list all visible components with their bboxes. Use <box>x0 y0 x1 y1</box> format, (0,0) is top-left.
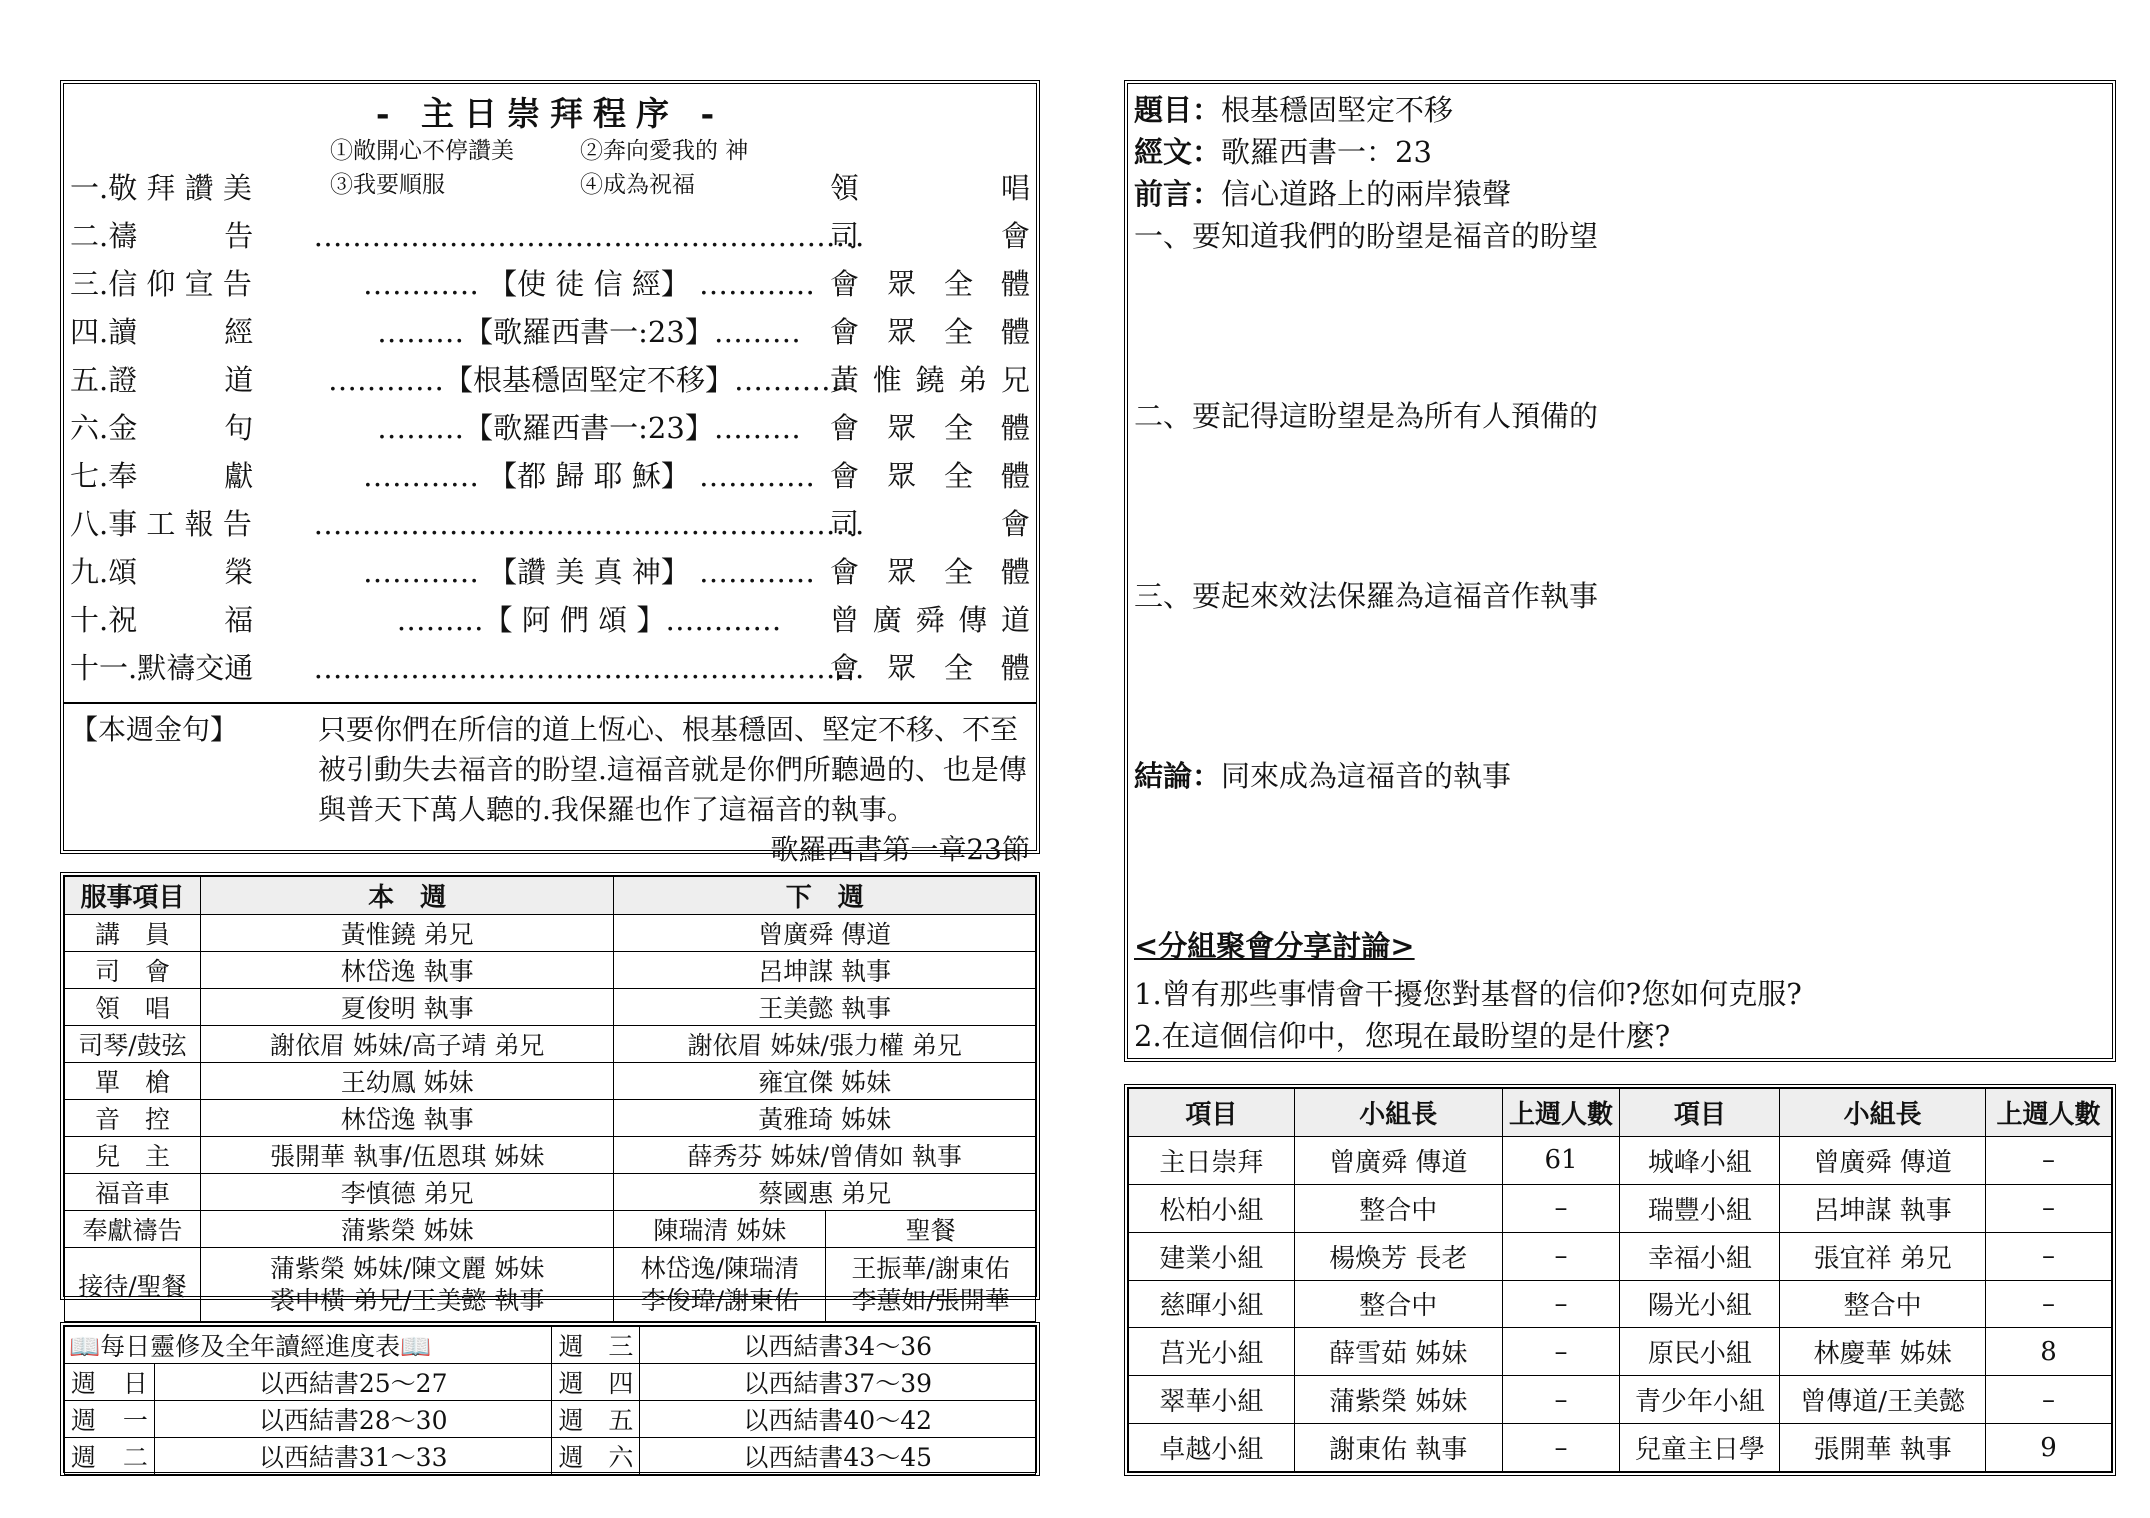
group-name: 幸福小組 <box>1620 1232 1780 1280</box>
program-row <box>70 164 1030 212</box>
roster-table <box>64 876 1036 1322</box>
program-detail: ………………………………………………… <box>313 651 865 685</box>
reading-plan <box>60 1322 1040 1476</box>
groups-header: 小組長 <box>1780 1089 1986 1137</box>
group-name: 青少年小組 <box>1620 1376 1780 1424</box>
verse-text: 只要你們在所信的道上恆心、根基穩固、堅定不移、不至被引動失去福音的盼望.這福音就是你們所聽過的、也是傳與普天下萬人聽的.我保羅也作了這福音的執事。 <box>318 713 1027 826</box>
roster-this-week: 蒲紫榮 姊妹 <box>200 1211 614 1248</box>
program-detail: ………… 【使 徒 信 經】 ………… <box>362 267 816 301</box>
group-count: – <box>1502 1232 1620 1280</box>
groups-header: 小組長 <box>1294 1089 1502 1137</box>
group-leader: 張開華 執事 <box>1780 1424 1986 1472</box>
program-title: - 主日崇拜程序 - <box>375 94 725 133</box>
roster-line: 李蕙如/張開華 <box>851 1285 1010 1315</box>
program-detail: ………【 阿 們 頌 】………… <box>396 603 782 637</box>
reading-table <box>64 1326 1036 1475</box>
program-row <box>70 500 1030 548</box>
table-row <box>65 1327 1036 1364</box>
roster-header: 本 週 <box>200 877 614 915</box>
roster-header: 下 週 <box>614 877 1036 915</box>
roster-next-week: 雍宜傑 姊妹 <box>614 1063 1036 1100</box>
group-leader: 整合中 <box>1294 1280 1502 1328</box>
roster-line: 李俊瑋/謝東佑 <box>640 1285 800 1315</box>
discussion-question: 2.在這個信仰中，您現在最盼望的是什麼? <box>1134 1019 1671 1053</box>
sermon-point: 一、要知道我們的盼望是福音的盼望 <box>1134 219 1599 253</box>
roster-role: 音 控 <box>65 1100 201 1137</box>
program-person: 司會 <box>830 219 1030 253</box>
topic-line <box>1134 90 1453 130</box>
program-item: 六.金 句 <box>70 411 254 445</box>
roster-role: 講 員 <box>65 915 201 952</box>
program-detail: ………【歌羅西書一:23】……… <box>377 315 801 349</box>
program-person: 會眾全體 <box>830 459 1030 493</box>
roster-next-week <box>826 1248 1036 1322</box>
roster-this-week: 謝依眉 姊妹/高子靖 弟兄 <box>200 1026 614 1063</box>
sermon-point: 二、要記得這盼望是為所有人預備的 <box>1134 399 1599 433</box>
roster-this-week: 李慎德 弟兄 <box>200 1174 614 1211</box>
conclusion-line <box>1134 756 1511 796</box>
worship-program <box>60 80 1040 866</box>
table-row <box>65 1364 1036 1401</box>
program-detail: ………… 【讚 美 真 神】 ………… <box>362 555 816 589</box>
table-row <box>1129 1280 2112 1328</box>
program-row <box>70 212 1030 260</box>
table-row <box>1129 1136 2112 1184</box>
groups-table <box>1128 1088 2112 1472</box>
program-detail: ………………………………………………… <box>313 507 865 541</box>
table-row <box>65 1248 1036 1322</box>
hymn-3: ③我要順服 <box>330 172 445 198</box>
roster-header: 服事項目 <box>65 877 201 915</box>
group-leader: 張宜祥 弟兄 <box>1780 1232 1986 1280</box>
roster-this-week: 夏俊明 執事 <box>200 989 614 1026</box>
reading-day: 週日 <box>65 1364 155 1401</box>
sermon-point: 三、要起來效法保羅為這福音作執事 <box>1134 579 1599 613</box>
group-leader: 謝東佑 執事 <box>1294 1424 1502 1472</box>
roster-this-week <box>200 1248 614 1322</box>
duty-roster <box>60 872 1040 1315</box>
program-row <box>70 308 1030 356</box>
roster-this-week: 林岱逸 執事 <box>200 1100 614 1137</box>
sermon-outline <box>1124 80 2116 1062</box>
conclusion-label: 結論： <box>1134 759 1222 793</box>
program-person: 司會 <box>830 507 1030 541</box>
reading-day: 週五 <box>552 1401 640 1438</box>
program-person: 會眾全體 <box>830 651 1030 685</box>
group-name: 松柏小組 <box>1129 1184 1295 1232</box>
program-person: 黃惟鐃弟兄 <box>830 363 1030 397</box>
group-leader: 整合中 <box>1780 1280 1986 1328</box>
group-name: 慈暉小組 <box>1129 1280 1295 1328</box>
reading-passage: 以西結書43～45 <box>640 1438 1036 1475</box>
reading-passage: 以西結書37～39 <box>640 1364 1036 1401</box>
roster-this-week: 王幼鳳 姊妹 <box>200 1063 614 1100</box>
reading-title: 📖每日靈修及全年讀經進度表📖 <box>65 1327 552 1364</box>
program-item: 七.奉 獻 <box>70 459 254 493</box>
group-count: – <box>1986 1280 2112 1328</box>
roster-next-week: 王美懿 執事 <box>614 989 1036 1026</box>
group-name: 翠華小組 <box>1129 1376 1295 1424</box>
program-item: 十一.默禱交通 <box>70 651 254 685</box>
program-item: 十.祝 福 <box>70 603 254 637</box>
program-detail: ………【歌羅西書一:23】……… <box>377 411 801 445</box>
program-item: 三.信 仰 宣 告 <box>70 267 252 301</box>
group-name: 瑞豐小組 <box>1620 1184 1780 1232</box>
roster-next-week-communion: 聖餐 <box>826 1211 1036 1248</box>
intro-line <box>1134 174 1511 214</box>
group-count: 9 <box>1986 1424 2112 1472</box>
conclusion: 同來成為這福音的執事 <box>1221 759 1512 793</box>
group-leader: 整合中 <box>1294 1184 1502 1232</box>
topic-label: 題目： <box>1134 93 1222 127</box>
roster-header-row <box>65 877 1036 915</box>
group-count: – <box>1502 1184 1620 1232</box>
table-row <box>65 989 1036 1026</box>
intro-label: 前言： <box>1134 177 1222 211</box>
roster-next-week <box>614 1248 826 1322</box>
groups-header: 項目 <box>1620 1089 1780 1137</box>
program-item: 九.頌 榮 <box>70 555 254 589</box>
roster-next-week: 蔡國惠 弟兄 <box>614 1174 1036 1211</box>
group-count: – <box>1986 1136 2112 1184</box>
group-name: 主日崇拜 <box>1129 1136 1295 1184</box>
program-item: 四.讀 經 <box>70 315 254 349</box>
roster-role: 奉獻禱告 <box>65 1211 201 1248</box>
roster-role: 領 唱 <box>65 989 201 1026</box>
roster-role: 兒 主 <box>65 1137 201 1174</box>
table-row <box>1129 1328 2112 1376</box>
table-row <box>65 1026 1036 1063</box>
group-count: 8 <box>1986 1328 2112 1376</box>
group-count: – <box>1502 1328 1620 1376</box>
roster-next-week: 呂坤謀 執事 <box>614 952 1036 989</box>
table-row <box>65 1063 1036 1100</box>
table-row <box>65 1401 1036 1438</box>
reading-passage: 以西結書40～42 <box>640 1401 1036 1438</box>
group-count: – <box>1502 1376 1620 1424</box>
group-count: – <box>1502 1280 1620 1328</box>
groups-header: 上週人數 <box>1502 1089 1620 1137</box>
program-row <box>70 404 1030 452</box>
reading-day: 週六 <box>552 1438 640 1475</box>
reading-passage: 以西結書25～27 <box>154 1364 552 1401</box>
verse-label: 【本週金句】 <box>70 713 239 746</box>
roster-this-week: 張開華 執事/伍恩琪 姊妹 <box>200 1137 614 1174</box>
reading-passage: 以西結書34～36 <box>640 1327 1036 1364</box>
groups-header: 上週人數 <box>1986 1089 2112 1137</box>
scripture: 歌羅西書一：23 <box>1221 135 1432 169</box>
verse-reference: 歌羅西書第一章23節 <box>770 833 1030 866</box>
roster-next-week: 謝依眉 姊妹/張力權 弟兄 <box>614 1026 1036 1063</box>
scripture-label: 經文： <box>1134 135 1222 169</box>
program-person: 曾廣舜傳道 <box>830 603 1030 637</box>
hymn-4: ④成為祝福 <box>580 172 695 198</box>
table-row <box>1129 1424 2112 1472</box>
reading-day: 週四 <box>552 1364 640 1401</box>
table-row <box>1129 1232 2112 1280</box>
reading-passage: 以西結書31～33 <box>154 1438 552 1475</box>
group-name: 莒光小組 <box>1129 1328 1295 1376</box>
group-leader: 薛雪茹 姊妹 <box>1294 1328 1502 1376</box>
group-leader: 林慶華 姊妹 <box>1780 1328 1986 1376</box>
weekly-verse <box>64 702 1036 870</box>
roster-next-week: 陳瑞清 姊妹 <box>614 1211 826 1248</box>
table-row <box>65 1438 1036 1475</box>
group-name: 城峰小組 <box>1620 1136 1780 1184</box>
group-name: 兒童主日學 <box>1620 1424 1780 1472</box>
program-row <box>70 356 1030 404</box>
reading-passage: 以西結書28～30 <box>154 1401 552 1438</box>
program-row <box>70 260 1030 308</box>
table-row <box>65 1174 1036 1211</box>
hymn-2: ②奔向愛我的 神 <box>580 138 749 164</box>
group-leader: 曾廣舜 傳道 <box>1294 1136 1502 1184</box>
program-person: 會眾全體 <box>830 411 1030 445</box>
hymn-1: ①敞開心不停讚美 <box>330 138 514 164</box>
program-person: 領唱 <box>830 171 1030 205</box>
groups-header-row <box>1129 1089 2112 1137</box>
table-row <box>65 1100 1036 1137</box>
program-person: 會眾全體 <box>830 555 1030 589</box>
groups-header: 項目 <box>1129 1089 1295 1137</box>
program-item: 五.證 道 <box>70 363 254 397</box>
roster-role: 司琴/鼓弦 <box>65 1026 201 1063</box>
group-count: – <box>1502 1424 1620 1472</box>
program-person: 會眾全體 <box>830 267 1030 301</box>
table-row <box>65 1211 1036 1248</box>
group-leader: 曾傳道/王美懿 <box>1780 1376 1986 1424</box>
roster-line: 王振華/謝東佑 <box>851 1253 1010 1283</box>
program-detail: ………… 【都 歸 耶 穌】 ………… <box>362 459 816 493</box>
group-leader: 呂坤謀 執事 <box>1780 1184 1986 1232</box>
group-name: 陽光小組 <box>1620 1280 1780 1328</box>
small-groups <box>1124 1084 2116 1476</box>
roster-role: 單 槍 <box>65 1063 201 1100</box>
group-name: 卓越小組 <box>1129 1424 1295 1472</box>
group-name: 建業小組 <box>1129 1232 1295 1280</box>
roster-next-week: 黃雅琦 姊妹 <box>614 1100 1036 1137</box>
program-item: 一.敬 拜 讚 美 <box>70 171 252 205</box>
scripture-line <box>1134 132 1432 172</box>
table-row <box>65 915 1036 952</box>
intro: 信心道路上的兩岸猿聲 <box>1221 177 1512 211</box>
program-item: 八.事 工 報 告 <box>70 507 252 541</box>
program-item: 二.禱 告 <box>70 219 254 253</box>
roster-role: 接待/聖餐 <box>65 1248 201 1322</box>
group-leader: 楊煥芳 長老 <box>1294 1232 1502 1280</box>
table-row <box>65 952 1036 989</box>
reading-day: 週一 <box>65 1401 155 1438</box>
roster-this-week: 林岱逸 執事 <box>200 952 614 989</box>
group-name: 原民小組 <box>1620 1328 1780 1376</box>
roster-role: 司 會 <box>65 952 201 989</box>
discussion-question: 1.曾有那些事情會干擾您對基督的信仰?您如何克服? <box>1134 977 1802 1011</box>
roster-line: 林岱逸/陳瑞清 <box>640 1253 800 1283</box>
program-row <box>70 596 1030 644</box>
group-count: – <box>1986 1232 2112 1280</box>
reading-day: 週三 <box>552 1327 640 1364</box>
table-row <box>1129 1376 2112 1424</box>
group-leader: 曾廣舜 傳道 <box>1780 1136 1986 1184</box>
group-leader: 蒲紫榮 姊妹 <box>1294 1376 1502 1424</box>
table-row <box>65 1137 1036 1174</box>
roster-next-week: 曾廣舜 傳道 <box>614 915 1036 952</box>
program-detail: ………………………………………………… <box>313 219 865 253</box>
program-row <box>70 548 1030 596</box>
roster-this-week: 黃惟鐃 弟兄 <box>200 915 614 952</box>
roster-role: 福音車 <box>65 1174 201 1211</box>
reading-day: 週二 <box>65 1438 155 1475</box>
program-person: 會眾全體 <box>830 315 1030 349</box>
table-row <box>1129 1184 2112 1232</box>
roster-next-week: 薛秀芬 姊妹/曾倩如 執事 <box>614 1137 1036 1174</box>
roster-line: 裘中橫 弟兄/王美懿 執事 <box>270 1285 545 1315</box>
topic: 根基穩固堅定不移 <box>1221 93 1454 127</box>
group-count: 61 <box>1502 1136 1620 1184</box>
roster-line: 蒲紫榮 姊妹/陳文麗 姊妹 <box>270 1253 545 1283</box>
discussion-title: <分組聚會分享討論> <box>1134 929 1415 963</box>
program-row <box>70 452 1030 500</box>
program-row <box>70 644 1030 692</box>
program-detail: …………【根基穩固堅定不移】………… <box>327 363 850 397</box>
group-count: – <box>1986 1376 2112 1424</box>
group-count: – <box>1986 1184 2112 1232</box>
